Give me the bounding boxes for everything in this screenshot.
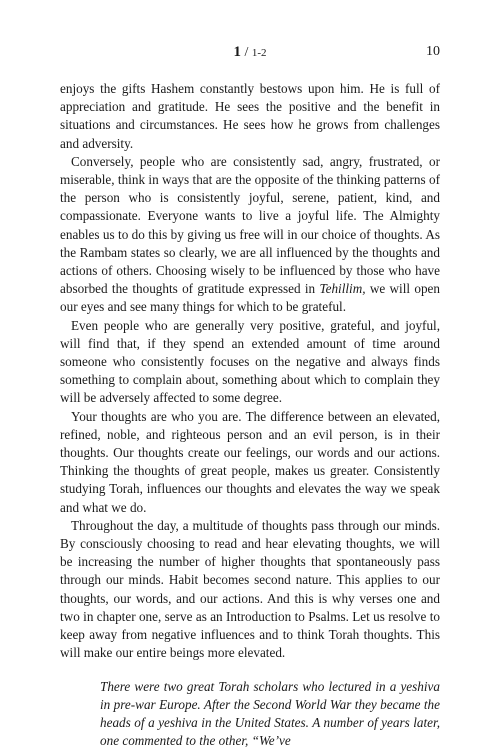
page-body [60, 80, 440, 750]
paragraph-text-tail: we will open our eyes and see many things for which to be grateful. [60, 281, 440, 315]
chapter-verse-heading: 1 / 1-2 [233, 44, 267, 60]
paragraph [60, 153, 440, 317]
running-header [60, 44, 440, 64]
paragraph: Throughout the day, a multitude of thoughts pass through our minds. By consciously choosing to read and hear elevating thoughts, we will be increasing the number of higher thoughts that spontaneously pass through our minds. Habit becomes second nature. This applies to our thoughts, our words, and our actions. And this is why verses one and two in chapter one, serve as an Introduction to Psalms. Let us resolve to keep away from negative influences and to think Torah thoughts. This will make our entire beings more elevated. [60, 517, 440, 661]
story-quote: There were two great Torah scholars who lectured in a yeshiva in pre-war Europe. After the Second World War they became the heads of a yeshiva in the United States. A number of years later, one commented to the other, “We’ve [100, 678, 440, 749]
paragraph: Your thoughts are who you are. The difference between an elevated, refined, noble, and righteous person and an evil person, is in their thoughts. Our thoughts create our feelings, our words and our actions. Thinking the thoughts of great people, makes us greater. Consistently studying Torah, influences our thoughts and elevates the way we speak and what we do. [60, 408, 440, 515]
chapter-number: 1 [233, 44, 241, 60]
verse-range: 1-2 [251, 47, 267, 59]
paragraph-text: Conversely, people who are consistently sad, angry, frustrated, or miserable, think in ways that are the opposite of the thinking patterns of the person who is consistently joyful, serene, patient, kind, and compassionate. Everyone wants to live a joyful life. The Almighty enables us to do this by giving us free will in our choice of thoughts. As the Rambam states so clearly, we are all influenced by the thoughts and actions of others. Choosing wisely to be influenced by those who have absorbed the thoughts of gratitude expressed in [60, 153, 440, 297]
paragraph-continued: enjoys the gifts Hashem constantly bestows upon him. He is full of appreciation and gratitude. He sees the positive and the benefit in situations and circumstances. He sees how he grows from challenges and adversity. [60, 81, 440, 151]
paragraph: Even people who are generally very positive, grateful, and joyful, will find that, if they spend an extended amount of time around someone who consistently focuses on the negative and always finds something to complain about, something about which to complain they will be adversely affected to some degree. [60, 317, 440, 406]
page-number: 10 [426, 44, 440, 59]
tehillim-term: Tehillim, [319, 281, 366, 297]
